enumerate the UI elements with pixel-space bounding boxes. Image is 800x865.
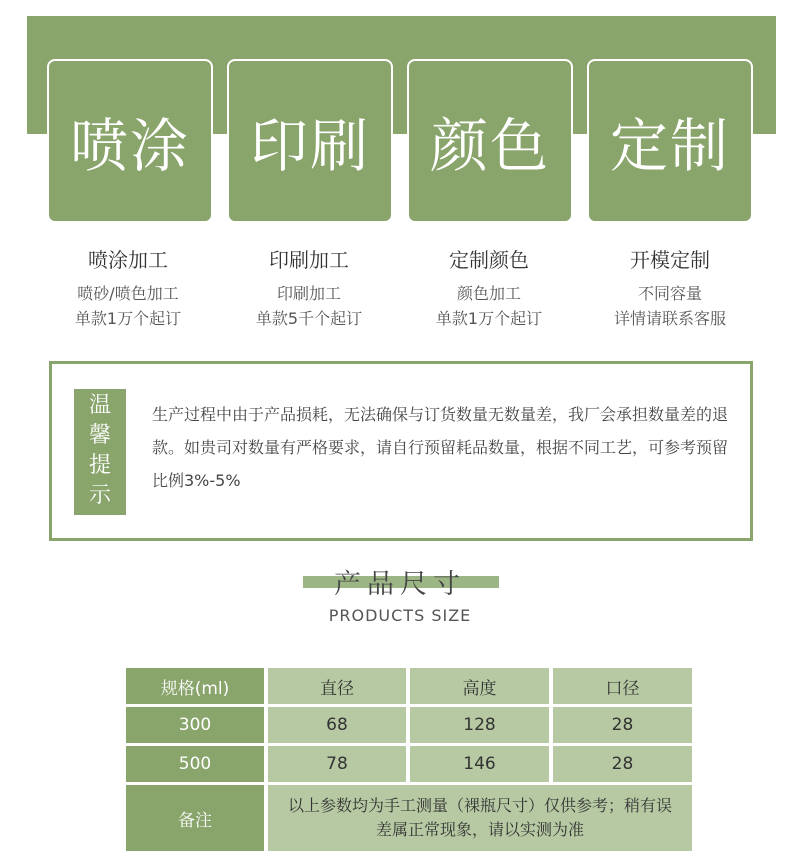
table-cell: 146 [410, 746, 549, 782]
service-line: 详情请联系客服 [613, 309, 726, 328]
section-title-en: PRODUCTS SIZE [328, 606, 472, 625]
tile-color [407, 59, 573, 223]
tile-print-label: 印刷 [249, 112, 370, 180]
section-title-cn: 产品尺寸 [334, 569, 466, 600]
notice-label-char: 馨 [88, 423, 111, 448]
table-header-mouth: 口径 [553, 668, 692, 704]
table-cell-spec: 300 [126, 707, 264, 743]
service-line: 颜色加工 [456, 284, 521, 303]
service-line: 喷砂/喷色加工 [77, 284, 179, 303]
table-cell: 28 [553, 707, 692, 743]
table-note-text: 以上参数均为手工测量（裸瓶尺寸）仅供参考；稍有误差属正常现象，请以实测为准 [268, 785, 692, 851]
tile-color-label: 颜色 [429, 112, 550, 180]
service-color [399, 244, 579, 331]
service-spray [38, 244, 218, 331]
service-line: 单款5千个起订 [255, 309, 363, 328]
service-print [219, 244, 399, 331]
service-line: 不同容量 [637, 284, 702, 303]
service-line: 单款1万个起订 [435, 309, 543, 328]
notice-text: 生产过程中由于产品损耗，无法确保与订货数量无数量差，我厂会承担数量差的退款。如贵司对数量有严格要求，请自行预留耗品数量，根据不同工艺，可参考预留比例3%-5% [152, 405, 729, 490]
table-header-height: 高度 [410, 668, 549, 704]
service-title: 定制颜色 [449, 248, 529, 272]
tile-spray-label: 喷涂 [69, 112, 190, 180]
notice-label-char: 提 [88, 453, 111, 478]
service-title: 印刷加工 [269, 248, 349, 272]
tile-print [227, 59, 393, 223]
table-header-spec: 规格(ml) [126, 668, 264, 704]
table-cell: 68 [268, 707, 406, 743]
notice-label-char: 示 [88, 483, 111, 508]
table-cell-spec: 500 [126, 746, 264, 782]
tile-custom-label: 定制 [609, 112, 730, 180]
service-line: 单款1万个起订 [74, 309, 182, 328]
table-header-diameter: 直径 [268, 668, 406, 704]
table-note-label: 备注 [126, 785, 264, 851]
table-cell: 28 [553, 746, 692, 782]
service-line: 印刷加工 [276, 284, 341, 303]
notice-label-char: 温 [88, 393, 111, 418]
notice-box [49, 361, 753, 541]
service-title: 开模定制 [630, 248, 710, 272]
service-custom-mold [580, 244, 760, 331]
service-title: 喷涂加工 [88, 248, 168, 272]
tile-spray [47, 59, 213, 223]
notice-label [74, 389, 126, 515]
table-cell: 128 [410, 707, 549, 743]
tile-custom [587, 59, 753, 223]
table-cell: 78 [268, 746, 406, 782]
